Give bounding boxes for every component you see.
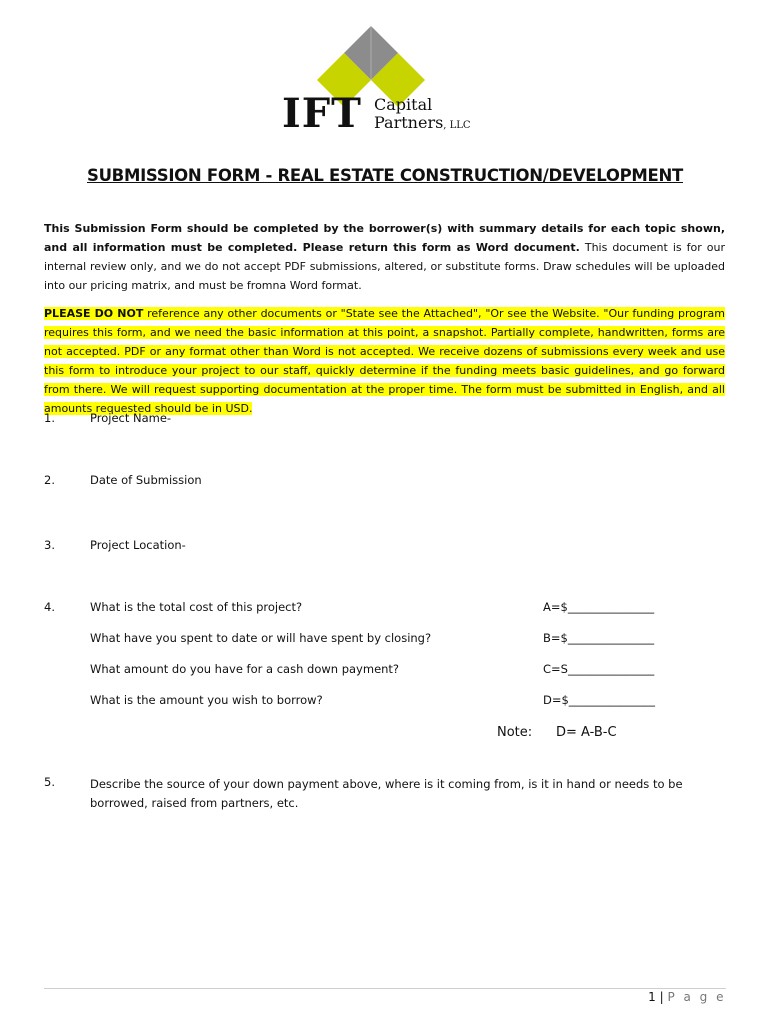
notice-bold: PLEASE DO NOT [44,307,144,320]
item-4-number: 4. [44,600,55,614]
cost-field-c[interactable]: C=S_______________ [543,662,655,676]
intro-bold: This Submission Form should be completed by the borrower(s) with summary details for each topic shown, and all information must be completed. Please return this form as Word document. [44,222,725,254]
logo-line-partners: Partners, LLC [374,113,471,132]
notice-rest: reference any other documents or "State see the Attached", "Or see the Website. "Our funding program requires this form, and we need the basic information at this point, a snapshot. Partially complete, handwritten, forms are not accepted. PDF or any format other than Word is not accepted. We receive dozens of submissions every week and use this form to introduce your project to our staff, quickly determine if the funding meets basic guidelines, and go forward from there. We will request supporting documentation at the proper time. The form must be submitted in English, and all amounts requested should be in USD. [44,307,725,415]
logo-suffix: , LLC [443,120,471,131]
notice-highlight [44,307,725,415]
note-label: Note: [497,725,533,740]
intro-rest: This document is for our internal review only, and we do not accept PDF submissions, altered, or substitute forms. Draw schedules will be uploaded into our pricing matrix, and must be fromna Word format. [44,241,725,292]
page-number: 1 [648,990,656,1004]
logo-line-capital: Capital [374,95,433,114]
cost-question-d: What is the amount you wish to borrow? [90,693,323,707]
item-2-number: 2. [44,473,55,487]
intro-paragraph [44,219,725,295]
note-formula: D= A-B-C [556,725,617,740]
item-1-number: 1. [44,411,55,425]
item-1-project-name: Project Name- [90,411,172,425]
cost-question-c: What amount do you have for a cash down payment? [90,662,400,676]
page-separator: | [655,990,668,1004]
cost-question-b: What have you spent to date or will have spent by closing? [90,631,432,645]
page-label: P a g e [667,990,726,1004]
item-5-down-payment-source: Describe the source of your down payment above, where is it coming from, is it in hand or needs to be borrowed, raised from partners, etc. [90,777,683,810]
item-2-date-of-submission: Date of Submission [90,473,202,487]
page-footer [648,990,726,1004]
cost-field-a[interactable]: A=$_______________ [543,600,655,614]
company-logo [282,24,492,136]
item-3-number: 3. [44,538,55,552]
footer-divider [44,988,726,989]
notice-paragraph [44,304,725,418]
cost-field-b[interactable]: B=$_______________ [543,631,655,645]
item-3-project-location: Project Location- [90,538,186,552]
item-5-number: 5. [44,775,55,789]
logo-brand: IFT [282,90,362,137]
cost-field-d[interactable]: D=$_______________ [543,693,656,707]
cost-question-a: What is the total cost of this project? [90,600,303,614]
page-title: SUBMISSION FORM - REAL ESTATE CONSTRUCTION/DEVELOPMENT [87,166,683,185]
